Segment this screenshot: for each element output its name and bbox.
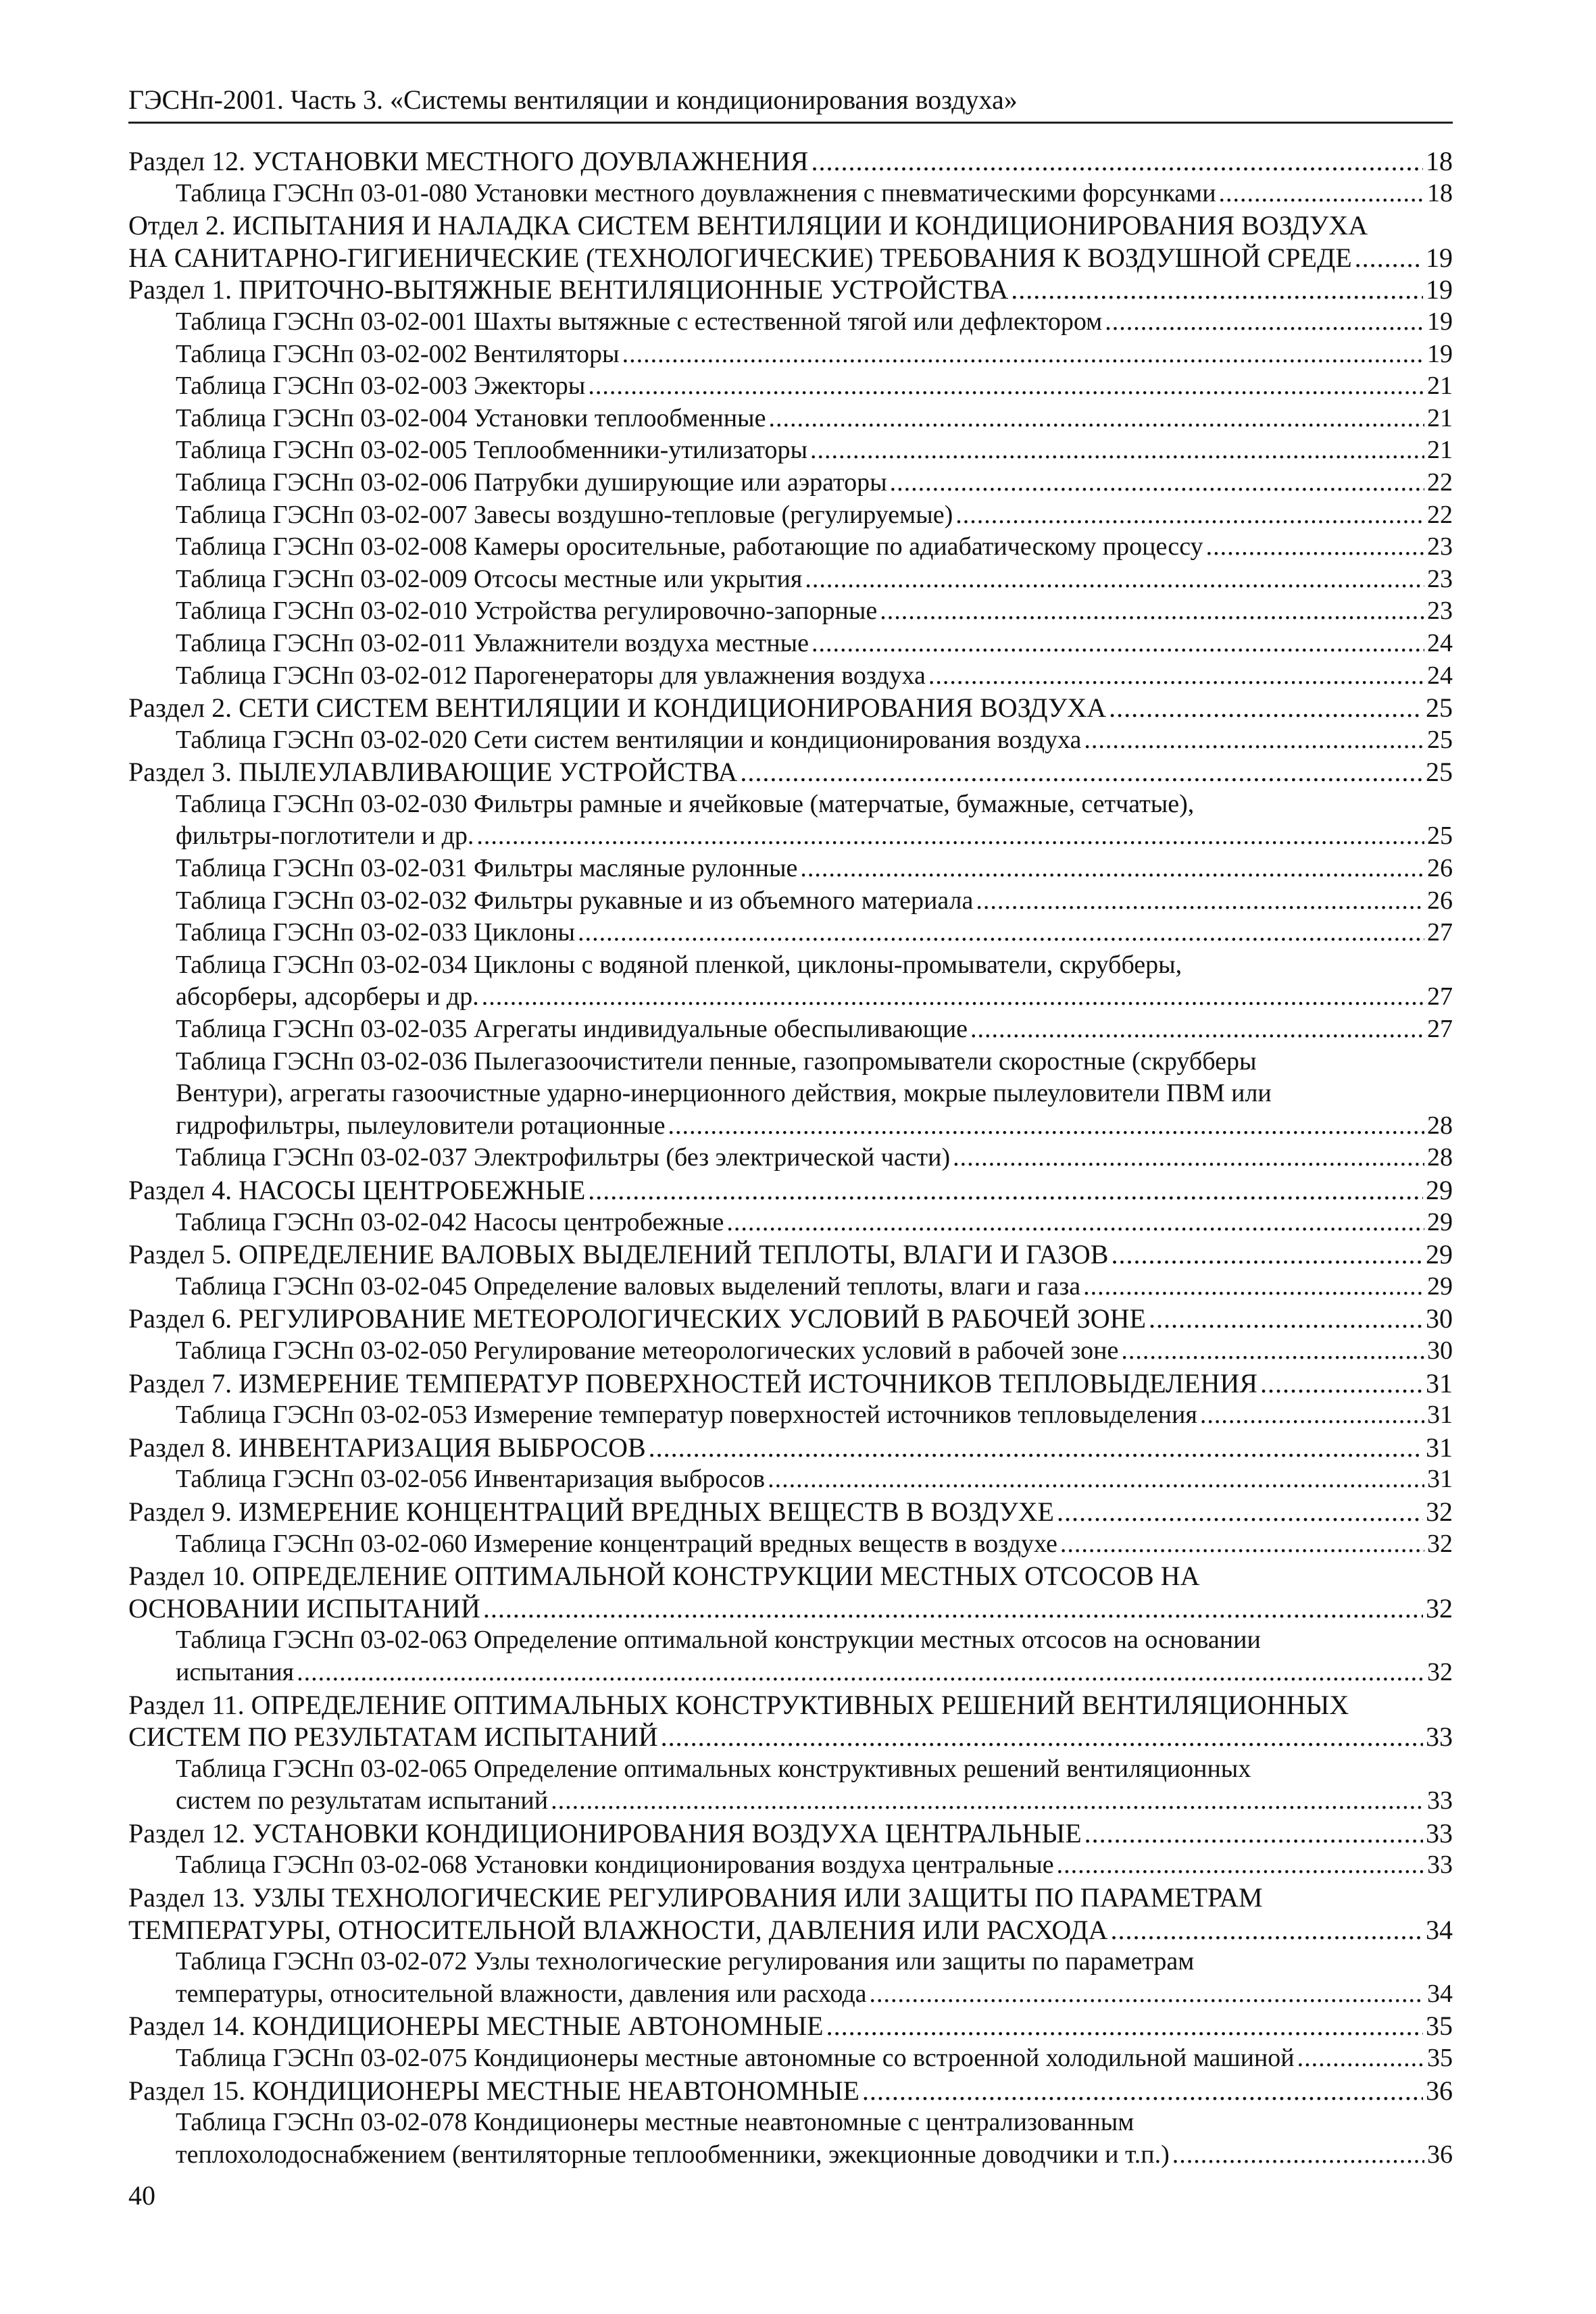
- toc-page-number: 29: [1427, 1272, 1453, 1301]
- toc-page-number: 28: [1427, 1143, 1453, 1172]
- dot-leader: [953, 1142, 1424, 1174]
- toc-page-number: 28: [1427, 1111, 1453, 1140]
- toc-entry-row: [176, 660, 1453, 693]
- toc-section-entry[interactable]: [128, 1303, 1453, 1335]
- dot-leader: [811, 145, 1423, 178]
- dot-leader: [1355, 242, 1423, 274]
- toc-entry-row: [176, 820, 1453, 853]
- toc-entry-title: температуры, относительной влажности, давления или расхода: [176, 1979, 867, 2008]
- toc-page-number: 33: [1427, 1786, 1453, 1815]
- toc-page-number: 27: [1427, 918, 1453, 947]
- toc-table-entry[interactable]: [128, 434, 1453, 467]
- toc-entry-title: Таблица ГЭСНп 03-02-053 Измерение температур поверхностей источников тепловыделения: [176, 1401, 1197, 1430]
- toc-table-entry[interactable]: [128, 1463, 1453, 1496]
- toc-page-number: 32: [1426, 1496, 1453, 1527]
- toc-table-entry[interactable]: [128, 1399, 1453, 1432]
- toc-entry-title: Таблица ГЭСНп 03-02-060 Измерение концентраций вредных веществ в воздухе: [176, 1529, 1057, 1558]
- toc-entry-row: [176, 1463, 1453, 1496]
- dot-leader: [862, 2075, 1423, 2107]
- toc-entry-row: [128, 756, 1453, 788]
- dot-leader: [551, 1785, 1424, 1817]
- toc-page-number: 19: [1426, 242, 1453, 273]
- toc-page-number: 22: [1427, 468, 1453, 497]
- toc-page-number: 19: [1427, 339, 1453, 368]
- toc-entry-row: [176, 467, 1453, 499]
- dot-leader: [1200, 1399, 1424, 1432]
- toc-page-number: 25: [1427, 725, 1453, 754]
- toc-page-number: 36: [1427, 2140, 1453, 2169]
- toc-entry-title: Раздел 12. УСТАНОВКИ КОНДИЦИОНИРОВАНИЯ ВОЗДУХА ЦЕНТРАЛЬНЫЕ: [128, 1817, 1082, 1848]
- toc-entry-row: [176, 1207, 1453, 1239]
- toc-entry-row: [176, 1399, 1453, 1432]
- toc-page-number: 21: [1427, 403, 1453, 432]
- toc-page-number: 29: [1426, 1175, 1453, 1205]
- toc-entry-title: Таблица ГЭСНп 03-02-008 Камеры оросительные, работающие по адиабатическому процессу: [176, 532, 1203, 561]
- toc-table-entry[interactable]: [128, 917, 1453, 949]
- dot-leader: [1084, 724, 1424, 757]
- toc-entry-title: Таблица ГЭСНп 03-02-006 Патрубки душирующие или аэраторы: [176, 468, 887, 497]
- running-header: ГЭСНп-2001. Часть 3. «Системы вентиляции и кондиционирования воздуха»: [128, 80, 1453, 124]
- toc-page-number: 23: [1427, 564, 1453, 593]
- dot-leader: [1109, 692, 1423, 724]
- toc-entry-row: [176, 1013, 1453, 1046]
- toc-entry-row: [128, 145, 1453, 178]
- toc-entry-title: Таблица ГЭСНп 03-02-002 Вентиляторы: [176, 339, 620, 368]
- toc-entry-title: Раздел 9. ИЗМЕРЕНИЕ КОНЦЕНТРАЦИЙ ВРЕДНЫХ ВЕЩЕСТВ В ВОЗДУХЕ: [128, 1496, 1054, 1527]
- toc-table-entry[interactable]: [128, 306, 1453, 338]
- toc-section-entry[interactable]: [128, 1238, 1453, 1271]
- toc-entry-title: Раздел 5. ОПРЕДЕЛЕНИЕ ВАЛОВЫХ ВЫДЕЛЕНИЙ ТЕПЛОТЫ, ВЛАГИ И ГАЗОВ: [128, 1239, 1109, 1270]
- toc-entry-row: [176, 370, 1453, 403]
- dot-leader: [578, 917, 1424, 949]
- toc-entry-title: Таблица ГЭСНп 03-02-003 Эжекторы: [176, 372, 586, 401]
- dot-leader: [1011, 274, 1423, 306]
- dot-leader: [1172, 2139, 1424, 2171]
- toc-entry-line: Таблица ГЭСНп 03-02-072 Узлы технологические регулирования или защиты по параметрам: [176, 1947, 1195, 1976]
- dot-leader: [812, 628, 1424, 660]
- toc-entry-row: [176, 1142, 1453, 1174]
- toc-entry-row: [176, 1849, 1453, 1882]
- dot-leader: [649, 1432, 1423, 1464]
- toc-entry-title: ОСНОВАНИИ ИСПЫТАНИЙ: [128, 1592, 480, 1624]
- toc-entry-line: Таблица ГЭСНп 03-02-036 Пылегазоочистители пенные, газопромыватели скоростные (скрубберы: [176, 1047, 1257, 1076]
- toc-entry-title: Раздел 7. ИЗМЕРЕНИЕ ТЕМПЕРАТУР ПОВЕРХНОСТЕЙ ИСТОЧНИКОВ ТЕПЛОВЫДЕЛЕНИЯ: [128, 1367, 1258, 1399]
- toc-table-entry[interactable]: [128, 370, 1453, 403]
- toc-page-number: 32: [1427, 1657, 1453, 1686]
- toc-entry-row: [176, 628, 1453, 660]
- dot-leader: [1297, 2042, 1424, 2075]
- toc-page-number: 31: [1426, 1367, 1453, 1399]
- dot-leader: [955, 499, 1424, 532]
- toc-entry-title: СИСТЕМ ПО РЕЗУЛЬТАТАМ ИСПЫТАНИЙ: [128, 1721, 658, 1753]
- toc-page-number: 27: [1427, 982, 1453, 1011]
- toc-section-entry[interactable]: [128, 1432, 1453, 1464]
- dot-leader: [805, 563, 1424, 596]
- toc-entry-row: [128, 1367, 1453, 1400]
- dot-leader: [810, 434, 1424, 467]
- toc-table-entry[interactable]: [128, 1335, 1453, 1367]
- toc-entry-title: Таблица ГЭСНп 03-02-056 Инвентаризация выбросов: [176, 1465, 766, 1494]
- toc-entry-title: абсорберы, адсорберы и др.: [176, 982, 479, 1011]
- dot-leader: [1121, 1335, 1424, 1367]
- toc-table-entry[interactable]: [128, 2107, 1453, 2171]
- toc-page-number: 31: [1427, 1401, 1453, 1430]
- dot-leader: [1206, 531, 1424, 563]
- toc-entry-row: [176, 531, 1453, 563]
- toc-section-entry[interactable]: [128, 1367, 1453, 1400]
- dot-leader: [482, 981, 1424, 1013]
- toc-page-number: 21: [1427, 372, 1453, 401]
- dot-leader: [880, 595, 1424, 628]
- toc-entry-row: [176, 1528, 1453, 1561]
- toc-entry-row: [176, 499, 1453, 532]
- toc-entry-row: [128, 1817, 1453, 1850]
- toc-entry-row: [128, 1914, 1453, 1946]
- toc-page-number: 31: [1427, 1465, 1453, 1494]
- toc-entry-row: [176, 178, 1453, 210]
- toc-table-entry[interactable]: [128, 1946, 1453, 2010]
- toc-table-entry[interactable]: [128, 595, 1453, 628]
- dot-leader: [1057, 1496, 1423, 1528]
- toc-entry-row: [176, 917, 1453, 949]
- toc-entry-title: Таблица ГЭСНп 03-02-042 Насосы центробежные: [176, 1207, 724, 1236]
- toc-section-entry[interactable]: [128, 209, 1453, 274]
- toc-page-number: 34: [1427, 1979, 1453, 2008]
- toc-page-number: 23: [1427, 597, 1453, 626]
- toc-table-entry[interactable]: [128, 853, 1453, 885]
- toc-entry-row: [176, 1335, 1453, 1367]
- toc-entry-title: Таблица ГЭСНп 03-02-035 Агрегаты индивидуальные обеспыливающие: [176, 1015, 968, 1044]
- toc-entry-line: Вентури), агрегаты газоочистные ударно-инерционного действия, мокрые пылеуловители ПВМ или: [176, 1079, 1272, 1108]
- toc-entry-row: [128, 2010, 1453, 2042]
- toc-table-entry[interactable]: [128, 1013, 1453, 1046]
- toc-page-number: 29: [1427, 1207, 1453, 1236]
- toc-entry-title: Раздел 3. ПЫЛЕУЛАВЛИВАЮЩИЕ УСТРОЙСТВА: [128, 757, 738, 788]
- toc-entry-line: Отдел 2. ИСПЫТАНИЯ И НАЛАДКА СИСТЕМ ВЕНТИЛЯЦИИ И КОНДИЦИОНИРОВАНИЯ ВОЗДУХА: [128, 210, 1368, 241]
- toc-entry-row: [176, 885, 1453, 917]
- toc-entry-title: Таблица ГЭСНп 03-02-005 Теплообменники-утилизаторы: [176, 436, 808, 465]
- toc-section-entry[interactable]: [128, 2010, 1453, 2042]
- toc-entry-title: Раздел 12. УСТАНОВКИ МЕСТНОГО ДОУВЛАЖНЕНИЯ: [128, 146, 809, 176]
- dot-leader: [768, 403, 1424, 435]
- dot-leader: [1219, 178, 1424, 210]
- toc-entry-title: Таблица ГЭСНп 03-02-020 Сети систем вентиляции и кондиционирования воздуха: [176, 725, 1082, 754]
- toc-table-entry[interactable]: [128, 1753, 1453, 1817]
- toc-table-entry[interactable]: [128, 724, 1453, 757]
- toc-entry-row: [128, 1432, 1453, 1464]
- toc-entry-title: Раздел 8. ИНВЕНТАРИЗАЦИЯ ВЫБРОСОВ: [128, 1432, 646, 1463]
- toc-table-entry[interactable]: [128, 403, 1453, 435]
- toc-page-number: 25: [1426, 757, 1453, 788]
- toc-entry-title: фильтры-поглотители и др.: [176, 822, 474, 851]
- dot-leader: [976, 885, 1424, 917]
- dot-leader: [1057, 1849, 1424, 1882]
- toc-entry-row: [176, 1110, 1453, 1142]
- toc-table-entry[interactable]: [128, 467, 1453, 499]
- toc-page-number: 35: [1427, 2044, 1453, 2073]
- toc-entry-title: ТЕМПЕРАТУРЫ, ОТНОСИТЕЛЬНОЙ ВЛАЖНОСТИ, ДАВЛЕНИЯ ИЛИ РАСХОДА: [128, 1914, 1108, 1945]
- toc-table-entry[interactable]: [128, 1528, 1453, 1561]
- dot-leader: [740, 756, 1423, 788]
- toc-entry-title: Раздел 6. РЕГУЛИРОВАНИЕ МЕТЕОРОЛОГИЧЕСКИХ УСЛОВИЙ В РАБОЧЕЙ ЗОНЕ: [128, 1303, 1146, 1334]
- toc-entry-title: Таблица ГЭСНп 03-02-001 Шахты вытяжные с естественной тягой или дефлектором: [176, 307, 1103, 336]
- toc-section-entry[interactable]: [128, 1496, 1453, 1528]
- toc-table-entry[interactable]: [128, 885, 1453, 917]
- toc-entry-title: Таблица ГЭСНп 03-01-080 Установки местного доувлажнения с пневматическими форсунками: [176, 178, 1216, 207]
- toc-entry-title: Таблица ГЭСНп 03-02-007 Завесы воздушно-тепловые (регулируемые): [176, 500, 953, 529]
- toc-entry-line: Таблица ГЭСНп 03-02-063 Определение оптимальной конструкции местных отсосов на основании: [176, 1626, 1261, 1655]
- toc-entry-row: [176, 403, 1453, 435]
- dot-leader: [1111, 1914, 1424, 1946]
- toc-page-number: 33: [1426, 1721, 1453, 1753]
- toc-page-number: 30: [1426, 1303, 1453, 1334]
- toc-table-entry[interactable]: [128, 1046, 1453, 1142]
- toc-entry-line: Раздел 13. УЗЛЫ ТЕХНОЛОГИЧЕСКИЕ РЕГУЛИРОВАНИЯ ИЛИ ЗАЩИТЫ ПО ПАРАМЕТРАМ: [128, 1882, 1263, 1913]
- toc-entry-title: Таблица ГЭСНп 03-02-075 Кондиционеры местные автономные со встроенной холодильной машиной: [176, 2044, 1295, 2073]
- dot-leader: [890, 467, 1424, 499]
- toc-entry-row: [128, 1592, 1453, 1625]
- toc-page-number: 35: [1426, 2011, 1453, 2042]
- toc-table-entry[interactable]: [128, 1271, 1453, 1303]
- toc-section-entry[interactable]: [128, 756, 1453, 788]
- toc-entry-row: [176, 563, 1453, 596]
- toc-entry-row: [128, 1238, 1453, 1271]
- toc-entry-row: [128, 242, 1453, 274]
- page-number: 40: [128, 2180, 155, 2211]
- toc-entry-line: Раздел 10. ОПРЕДЕЛЕНИЕ ОПТИМАЛЬНОЙ КОНСТРУКЦИИ МЕСТНЫХ ОТСОСОВ НА: [128, 1561, 1200, 1592]
- dot-leader: [588, 1174, 1423, 1207]
- toc-entry-title: Раздел 15. КОНДИЦИОНЕРЫ МЕСТНЫЕ НЕАВТОНОМНЫЕ: [128, 2075, 859, 2106]
- toc-table-entry[interactable]: [128, 563, 1453, 596]
- dot-leader: [588, 370, 1424, 403]
- toc-entry-row: [176, 981, 1453, 1013]
- toc-entry-row: [128, 274, 1453, 306]
- dot-leader: [483, 1592, 1423, 1625]
- toc-entry-title: Раздел 2. СЕТИ СИСТЕМ ВЕНТИЛЯЦИИ И КОНДИЦИОНИРОВАНИЯ ВОЗДУХА: [128, 693, 1107, 724]
- toc-entry-row: [176, 338, 1453, 371]
- toc-entry-row: [176, 2042, 1453, 2075]
- toc-page-number: 19: [1426, 274, 1453, 305]
- toc-entry-title: Таблица ГЭСНп 03-02-050 Регулирование метеорологических условий в рабочей зоне: [176, 1336, 1119, 1365]
- toc-page-number: 34: [1426, 1914, 1453, 1945]
- toc-page-number: 33: [1426, 1817, 1453, 1848]
- dot-leader: [768, 1463, 1424, 1496]
- toc-entry-title: систем по результатам испытаний: [176, 1786, 549, 1815]
- toc-section-entry[interactable]: [128, 1174, 1453, 1207]
- toc-page-number: 31: [1426, 1432, 1453, 1463]
- toc-table-entry[interactable]: [128, 788, 1453, 853]
- toc-entry-line: Таблица ГЭСНп 03-02-030 Фильтры рамные и ячейковые (матерчатые, бумажные, сетчатые),: [176, 789, 1195, 818]
- toc-page-number: 24: [1427, 628, 1453, 657]
- toc-table-entry[interactable]: [128, 2042, 1453, 2075]
- toc-page-number: 18: [1426, 146, 1453, 176]
- toc-entry-row: [128, 692, 1453, 724]
- toc-page-number: 22: [1427, 500, 1453, 529]
- toc-entry-title: гидрофильтры, пылеуловители ротационные: [176, 1111, 666, 1140]
- toc-entry-title: Таблица ГЭСНп 03-02-032 Фильтры рукавные и из объемного материала: [176, 886, 974, 915]
- toc-entry-title: НА САНИТАРНО-ГИГИЕНИЧЕСКИЕ (ТЕХНОЛОГИЧЕСКИЕ) ТРЕБОВАНИЯ К ВОЗДУШНОЙ СРЕДЕ: [128, 242, 1352, 273]
- toc-entry-row: [176, 724, 1453, 757]
- toc-page-number: 26: [1427, 886, 1453, 915]
- toc-entry-row: [176, 853, 1453, 885]
- toc-page-number: 30: [1427, 1336, 1453, 1365]
- dot-leader: [622, 338, 1424, 371]
- dot-leader: [1149, 1303, 1423, 1335]
- dot-leader: [1084, 1817, 1423, 1850]
- dot-leader: [970, 1013, 1424, 1046]
- toc-entry-row: [176, 306, 1453, 338]
- toc-entry-title: Таблица ГЭСНп 03-02-031 Фильтры масляные рулонные: [176, 854, 798, 883]
- toc-table-entry[interactable]: [128, 338, 1453, 371]
- toc-page-number: 25: [1427, 822, 1453, 851]
- toc-entry-title: Таблица ГЭСНп 03-02-004 Установки теплообменные: [176, 403, 766, 432]
- dot-leader: [928, 660, 1424, 693]
- dot-leader: [826, 2010, 1423, 2042]
- toc-entry-line: Таблица ГЭСНп 03-02-078 Кондиционеры местные неавтономные с централизованным: [176, 2108, 1134, 2137]
- toc-entry-row: [128, 1721, 1453, 1753]
- toc-entry-row: [128, 1303, 1453, 1335]
- toc-page-number: 18: [1427, 178, 1453, 207]
- toc-page-number: 36: [1426, 2075, 1453, 2106]
- toc-entry-row: [176, 1657, 1453, 1689]
- toc-page-number: 32: [1427, 1529, 1453, 1558]
- toc-entry-title: Раздел 4. НАСОСЫ ЦЕНТРОБЕЖНЫЕ: [128, 1175, 586, 1205]
- toc-table-entry[interactable]: [128, 1849, 1453, 1882]
- toc-entry-title: Таблица ГЭСНп 03-02-045 Определение валовых выделений теплоты, влаги и газа: [176, 1272, 1081, 1301]
- toc-page-number: 32: [1426, 1592, 1453, 1624]
- toc-section-entry[interactable]: [128, 2075, 1453, 2107]
- dot-leader: [726, 1207, 1424, 1239]
- toc-entry-title: Таблица ГЭСНп 03-02-033 Циклоны: [176, 918, 576, 947]
- toc-section-entry[interactable]: [128, 1689, 1453, 1753]
- dot-leader: [1105, 306, 1424, 338]
- toc-page-number: 19: [1427, 307, 1453, 336]
- toc-entry-line: Таблица ГЭСНп 03-02-065 Определение оптимальных конструктивных решений вентиляционных: [176, 1754, 1251, 1783]
- toc-table-entry[interactable]: [128, 531, 1453, 563]
- dot-leader: [297, 1657, 1424, 1689]
- toc-entry-row: [176, 1978, 1453, 2011]
- toc-entry-row: [176, 434, 1453, 467]
- dot-leader: [1083, 1271, 1424, 1303]
- toc-section-entry[interactable]: [128, 274, 1453, 306]
- toc-page-number: 23: [1427, 532, 1453, 561]
- toc-entry-row: [176, 1785, 1453, 1817]
- toc-entry-title: Раздел 14. КОНДИЦИОНЕРЫ МЕСТНЫЕ АВТОНОМНЫЕ: [128, 2011, 824, 2042]
- toc-entry-row: [128, 2075, 1453, 2107]
- toc-entry-line: Таблица ГЭСНп 03-02-034 Циклоны с водяной пленкой, циклоны-промыватели, скрубберы,: [176, 950, 1182, 979]
- dot-leader: [1260, 1367, 1423, 1400]
- toc-section-entry[interactable]: [128, 1817, 1453, 1850]
- toc-entry-title: Таблица ГЭСНп 03-02-068 Установки кондиционирования воздуха центральные: [176, 1851, 1054, 1880]
- toc-entry-title: испытания: [176, 1657, 295, 1686]
- dot-leader: [668, 1110, 1424, 1142]
- dot-leader: [661, 1721, 1423, 1753]
- toc-page-number: 33: [1427, 1851, 1453, 1880]
- table-of-contents: [128, 145, 1453, 2171]
- toc-table-entry[interactable]: [128, 660, 1453, 693]
- dot-leader: [476, 820, 1424, 853]
- toc-entry-title: Таблица ГЭСНп 03-02-012 Парогенераторы для увлажнения воздуха: [176, 661, 926, 690]
- toc-entry-title: Таблица ГЭСНп 03-02-011 Увлажнители воздуха местные: [176, 628, 809, 657]
- toc-entry-title: Таблица ГЭСНп 03-02-009 Отсосы местные или укрытия: [176, 564, 803, 593]
- toc-section-entry[interactable]: [128, 692, 1453, 724]
- toc-section-entry[interactable]: [128, 145, 1453, 178]
- toc-entry-row: [128, 1174, 1453, 1207]
- dot-leader: [800, 853, 1424, 885]
- toc-entry-title: теплохолодоснабжением (вентиляторные теплообменники, эжекционные доводчики и т.п.): [176, 2140, 1170, 2169]
- toc-page-number: 25: [1426, 693, 1453, 724]
- toc-entry-title: Таблица ГЭСНп 03-02-010 Устройства регулировочно-запорные: [176, 597, 878, 626]
- toc-page-number: 27: [1427, 1015, 1453, 1044]
- toc-table-entry[interactable]: [128, 178, 1453, 210]
- toc-entry-line: Раздел 11. ОПРЕДЕЛЕНИЕ ОПТИМАЛЬНЫХ КОНСТРУКТИВНЫХ РЕШЕНИЙ ВЕНТИЛЯЦИОННЫХ: [128, 1689, 1349, 1720]
- toc-page-number: 29: [1426, 1239, 1453, 1270]
- toc-entry-row: [176, 595, 1453, 628]
- toc-table-entry[interactable]: [128, 1624, 1453, 1688]
- toc-page-number: 26: [1427, 854, 1453, 883]
- toc-table-entry[interactable]: [128, 499, 1453, 532]
- toc-table-entry[interactable]: [128, 628, 1453, 660]
- toc-entry-row: [176, 1271, 1453, 1303]
- toc-page-number: 24: [1427, 661, 1453, 690]
- toc-table-entry[interactable]: [128, 1142, 1453, 1174]
- toc-table-entry[interactable]: [128, 1207, 1453, 1239]
- toc-entry-row: [176, 2139, 1453, 2171]
- toc-entry-title: Раздел 1. ПРИТОЧНО-ВЫТЯЖНЫЕ ВЕНТИЛЯЦИОННЫЕ УСТРОЙСТВА: [128, 274, 1009, 305]
- toc-section-entry[interactable]: [128, 1882, 1453, 1946]
- toc-entry-row: [128, 1496, 1453, 1528]
- toc-table-entry[interactable]: [128, 949, 1453, 1013]
- toc-page-number: 21: [1427, 436, 1453, 465]
- toc-entry-title: Таблица ГЭСНп 03-02-037 Электрофильтры (без электрической части): [176, 1143, 951, 1172]
- dot-leader: [1111, 1238, 1423, 1271]
- toc-section-entry[interactable]: [128, 1560, 1453, 1624]
- dot-leader: [1060, 1528, 1424, 1561]
- dot-leader: [870, 1978, 1424, 2011]
